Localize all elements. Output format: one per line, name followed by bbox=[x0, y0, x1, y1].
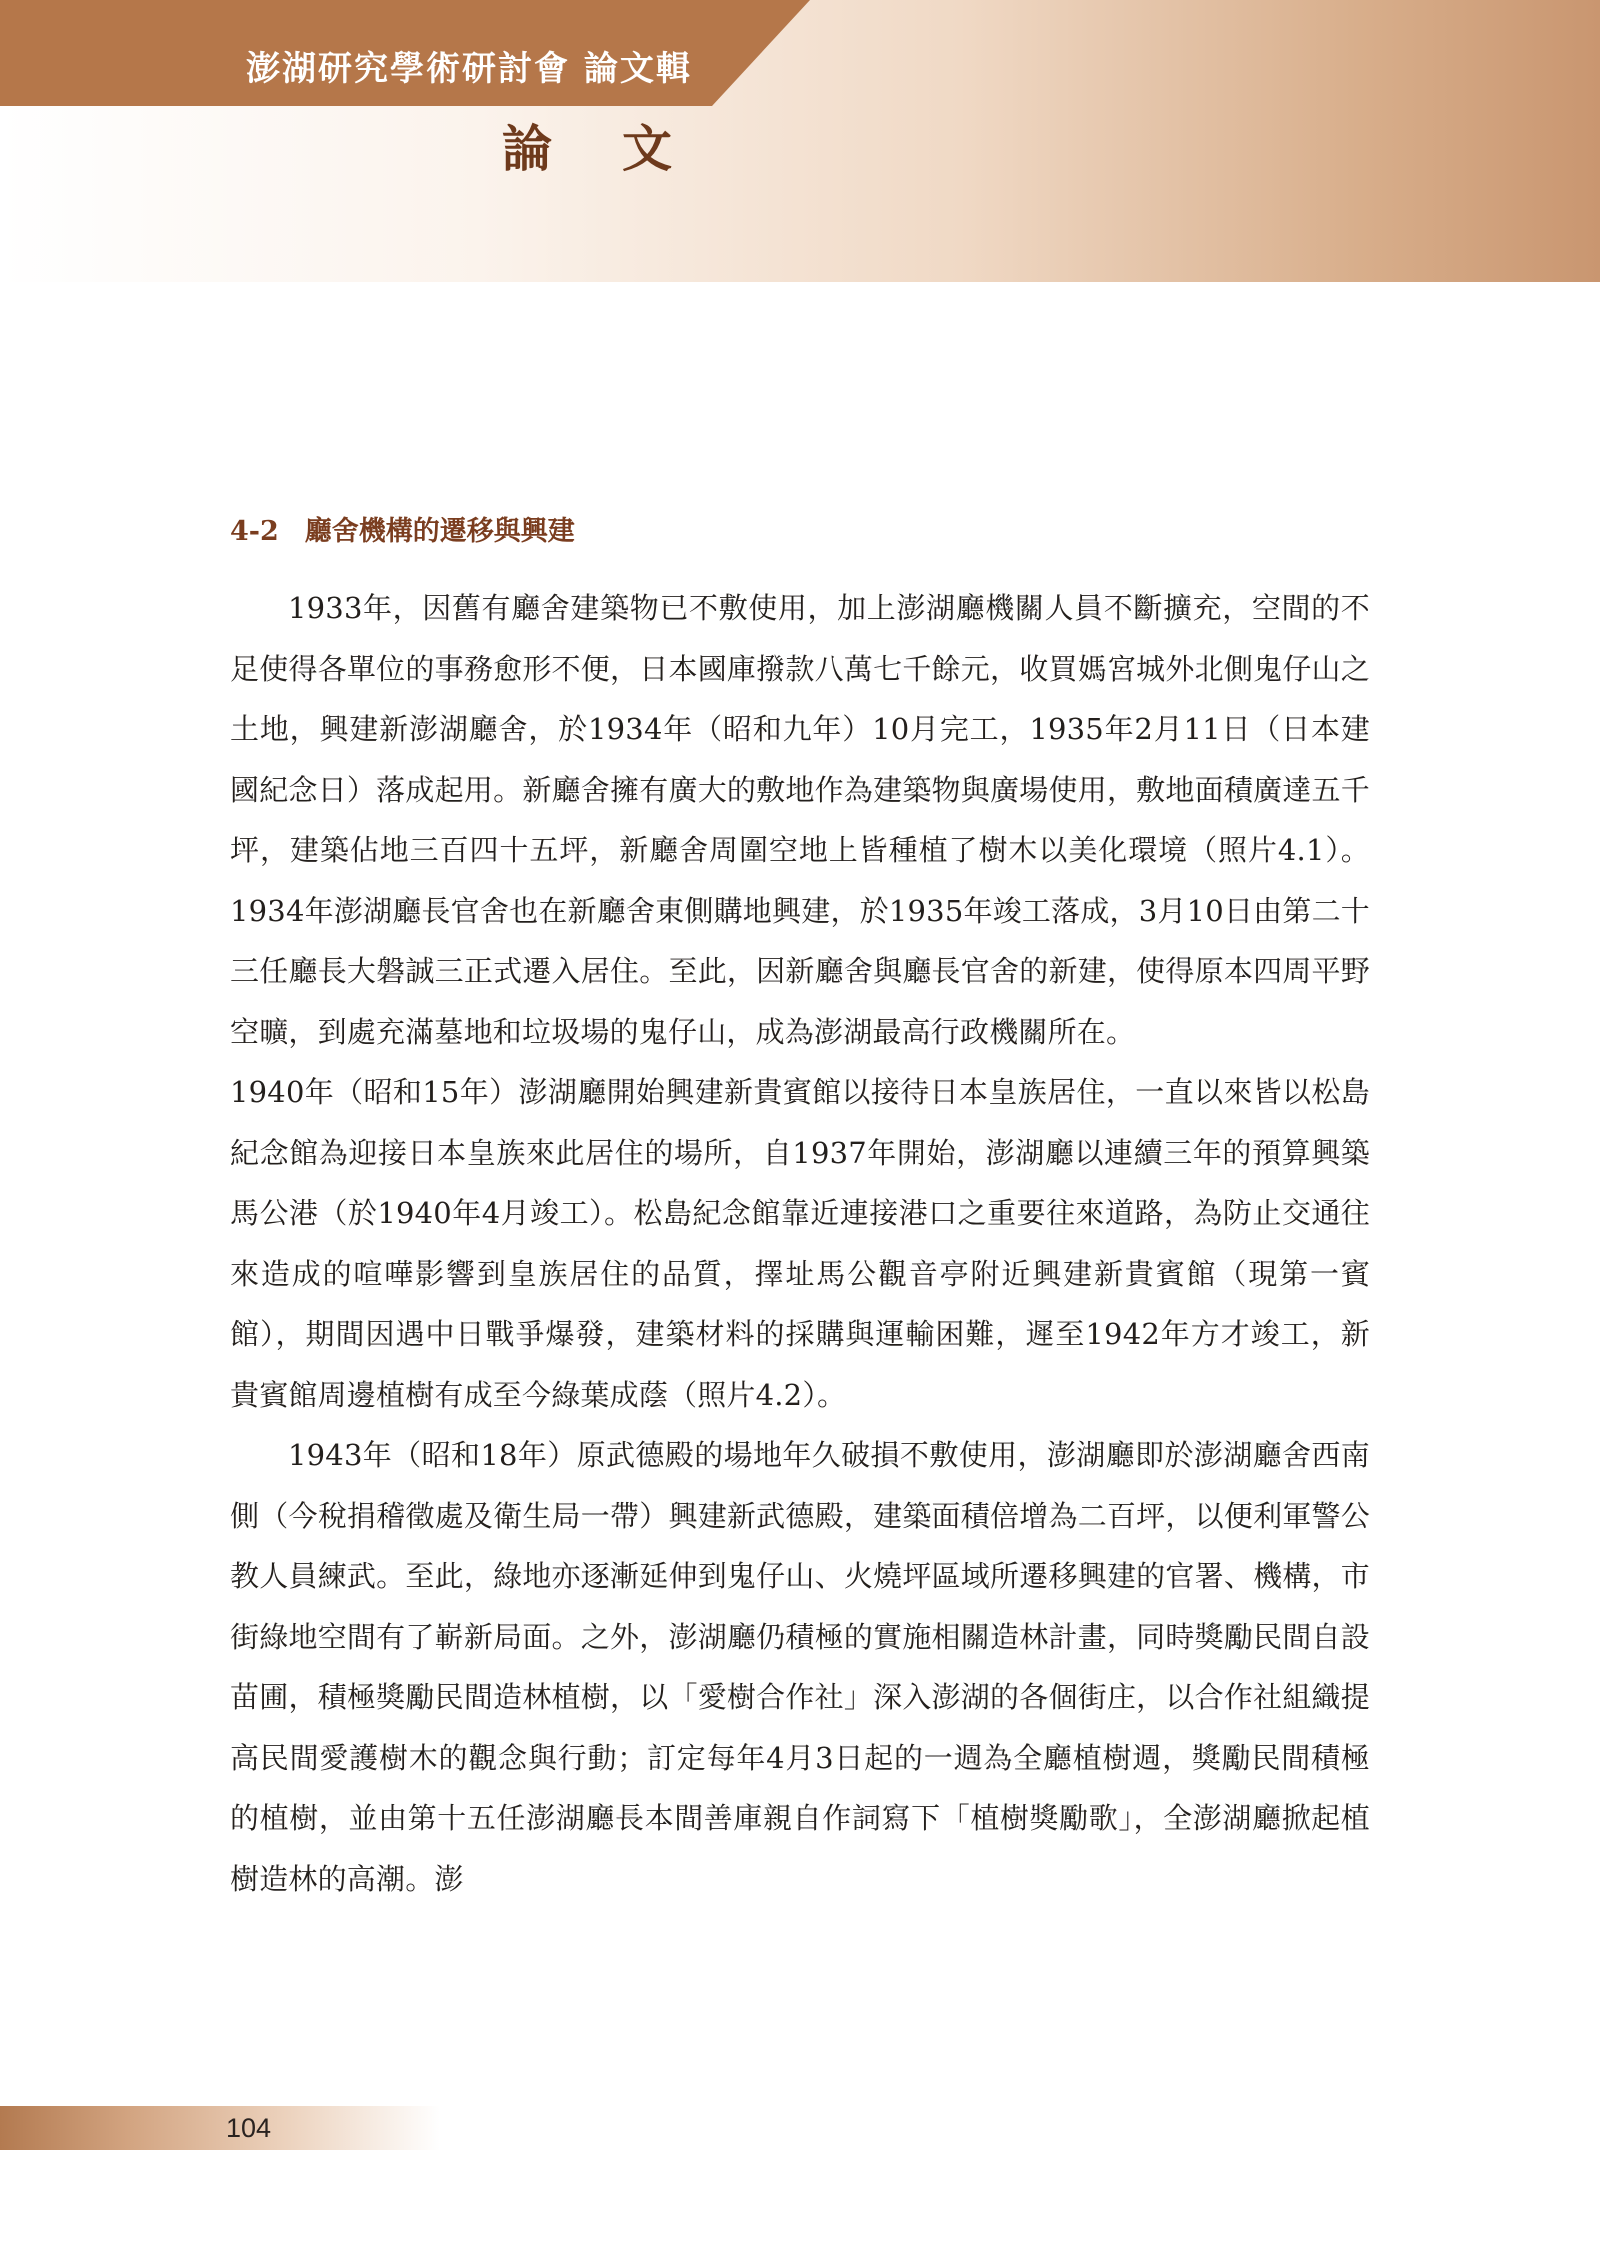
section-type-title: 論文 bbox=[502, 119, 742, 178]
paragraph-1: 1933年，因舊有廳舍建築物已不敷使用，加上澎湖廳機關人員不斷擴充，空間的不足使得各單位的事務愈形不便，日本國庫撥款八萬七千餘元，收買媽宮城外北側鬼仔山之土地，興建新澎湖廳舍，於1934年（昭和九年）10月完工，1935年2月11日（日本建國紀念日）落成起用。新廳舍擁有廣大的敷地作為建築物與廣場使用，敷地面積廣達五千坪，建築佔地三百四十五坪，新廳舍周圍空地上皆種植了樹木以美化環境（照片4.1）。1934年澎湖廳長官舍也在新廳舍東側購地興建，於1935年竣工落成，3月10日由第二十三任廳長大磐誠三正式遷入居住。至此，因新廳舍與廳長官舍的新建，使得原本四周平野空曠，到處充滿墓地和垃圾場的鬼仔山，成為澎湖最高行政機關所在。 bbox=[230, 591, 1370, 1049]
section-heading bbox=[230, 508, 1370, 556]
section-number: 4-2 bbox=[230, 516, 279, 547]
article-body bbox=[230, 508, 1370, 1909]
footer-bar bbox=[0, 2106, 440, 2150]
journal-title: 澎湖研究學術研討會 論文輯 bbox=[246, 49, 692, 89]
page-number: 104 bbox=[226, 2113, 272, 2143]
section-title: 廳舍機構的遷移與興建 bbox=[304, 516, 575, 547]
paragraph-3: 1943年（昭和18年）原武德殿的場地年久破損不敷使用，澎湖廳即於澎湖廳舍西南側（今稅捐稽徵處及衛生局一帶）興建新武德殿，建築面積倍增為二百坪，以便利軍警公教人員練武。至此，綠地亦逐漸延伸到鬼仔山、火燒坪區域所遷移興建的官署、機構，市街綠地空間有了嶄新局面。之外，澎湖廳仍積極的實施相關造林計畫，同時獎勵民間自設苗圃，積極獎勵民間造林植樹，以「愛樹合作社」深入澎湖的各個街庄，以合作社組織提高民間愛護樹木的觀念與行動；訂定每年4月3日起的一週為全廳植樹週，獎勵民間積極的植樹，並由第十五任澎湖廳長本間善庫親自作詞寫下「植樹獎勵歌」，全澎湖廳掀起植樹造林的高潮。澎 bbox=[230, 1438, 1370, 1896]
paragraph-2: 1940年（昭和15年）澎湖廳開始興建新貴賓館以接待日本皇族居住，一直以來皆以松島紀念館為迎接日本皇族來此居住的場所，自1937年開始，澎湖廳以連續三年的預算興築馬公港（於1940年4月竣工）。松島紀念館靠近連接港口之重要往來道路，為防止交通往來造成的喧嘩影響到皇族居住的品質，擇址馬公觀音亭附近興建新貴賓館（現第一賓館），期間因遇中日戰爭爆發，建築材料的採購與運輸困難，遲至1942年方才竣工，新貴賓館周邊植樹有成至今綠葉成蔭（照片4.2）。 bbox=[230, 1075, 1370, 1412]
